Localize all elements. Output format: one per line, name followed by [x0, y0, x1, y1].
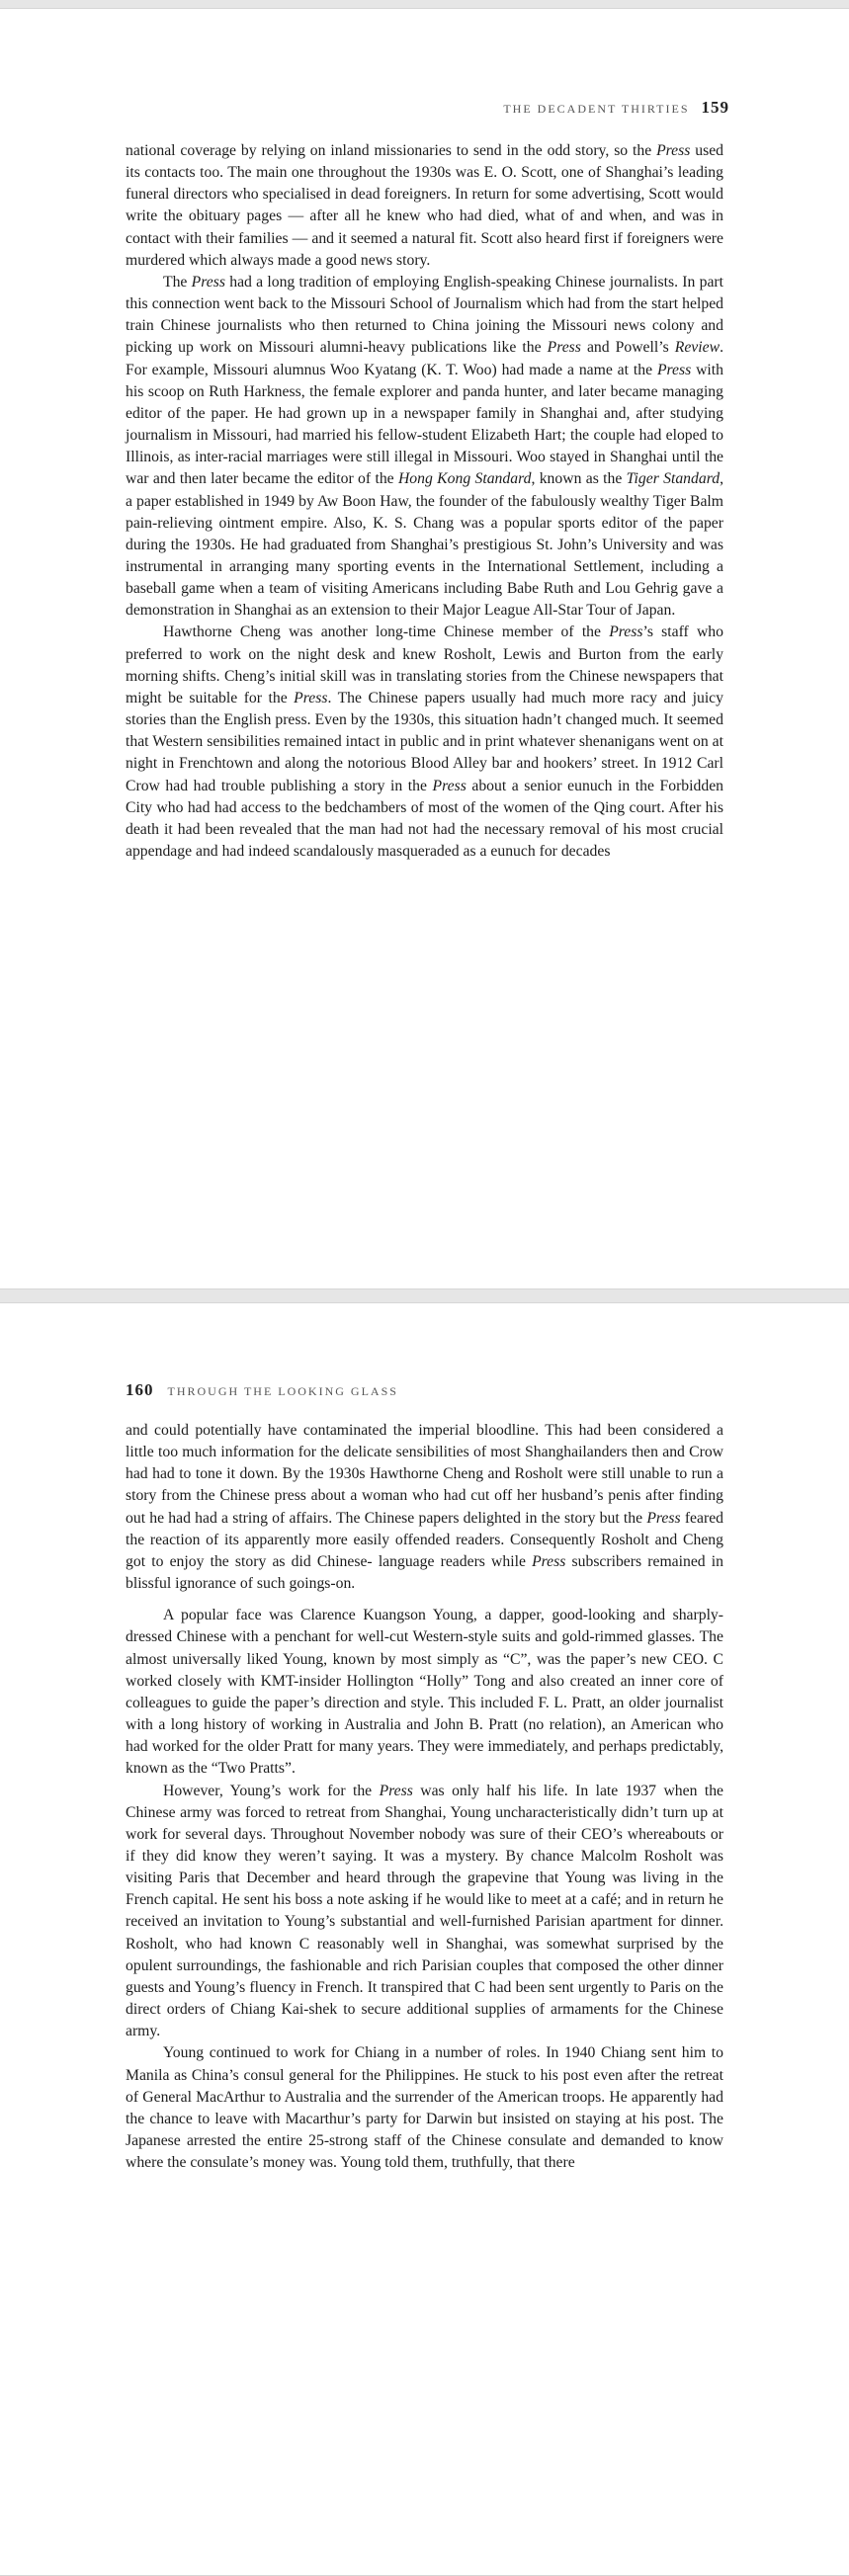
text-run: . For example, Missouri alumnus Woo Kyatang (K. T. Woo) had made a name at the	[126, 339, 723, 378]
paragraph	[126, 1781, 723, 2043]
page-160	[0, 1302, 849, 2576]
paragraph	[126, 1420, 723, 1595]
text-run: Young continued to work for Chiang in a number of roles. In 1940 Chiang sent him to Manila as China’s consul general for the Philippines. He stuck to his post even after the retreat of General MacArthur to Australia and the surrender of the American troops. He apparently had the chance to leave with Macarthur’s party for Darwin but insisted on staying at his post. The Japanese arrested the entire 25-strong staff of the Chinese consulate and demanded to know where the consulate’s money was. Young told them, truthfully, that there	[126, 2044, 723, 2172]
italic-run: Press	[547, 339, 581, 357]
italic-run: Review	[674, 339, 721, 357]
text-run: However, Young’s work for the	[163, 1782, 380, 1799]
text-run: had a long tradition of employing English-speaking Chinese journalists. In part this connection went back to the Missouri School of Journalism which had from the start helped train Chinese journalists who then returned to China joining the Missouri news colony and picking up work on Missouri alumni-heavy publications like the	[126, 273, 724, 357]
text-run: with his scoop on Ruth Harkness, the female explorer and panda hunter, and later became managing editor of the paper. He had grown up in a newspaper family in Shanghai and, after studying journalism in Missouri, had married his fellow-student Elizabeth Hart; the couple had eloped to Illinois, as inter-racial marriages were still illegal in Missouri. Woo stayed in Shanghai until the war and then later became the editor of the	[126, 361, 723, 488]
running-title: THE DECADENT THIRTIES	[503, 102, 690, 116]
italic-run: Press	[294, 689, 328, 706]
running-head	[126, 1380, 398, 1400]
italic-run: Hong Kong Standard	[397, 470, 532, 488]
italic-run: Press	[379, 1782, 413, 1799]
text-run: national coverage by relying on inland missionaries to send in the odd story, so the	[126, 142, 657, 159]
italic-run: Press	[646, 1509, 681, 1527]
text-run: , a paper established in 1949 by Aw Boon Haw, the founder of the fabulously wealthy Tiger Balm pain-relieving ointment empire. Also, K. S. Chang was a popular sports editor of the paper during the 1930s. He had graduated from Shanghai’s prestigious St. John’s University and was instrumental in arranging many sporting events in the International Settlement, including a baseball game when a team of visiting Americans including Babe Ruth and Lou Gehrig gave a demonstration in Shanghai as an extension to their Major League All-Star Tour of Japan.	[126, 470, 724, 620]
text-run: about a senior eunuch in the Forbidden City who had had access to the bedchambers of most of the women of the Qing court. After his death it had been revealed that the man had not had the necessary removal of his most crucial appendage and had indeed scandalously masqueraded as a eunuch for decades	[126, 777, 723, 860]
page-159	[0, 8, 849, 1289]
paragraph	[126, 1605, 723, 1780]
italic-run: Tiger Standard	[626, 470, 721, 488]
text-run: feared the reaction of its apparently more easily offended readers. Consequently Rosholt and Cheng got to enjoy the story as did Chinese- language readers while	[126, 1509, 723, 1570]
italic-run: Press	[609, 623, 643, 641]
italic-run: Press	[656, 142, 691, 159]
italic-run: Press	[656, 361, 692, 378]
text-run: . The Chinese papers usually had much more racy and juicy stories than the English press. Even by the 1930s, this situation hadn’t changed much. It seemed that Western sensibilities remained intact in public and in print whatever shenanigans went on at night in Frenchtown and along the notorious Blood Alley bar and hookers’ street. In 1912 Carl Crow had had trouble publishing a story in the	[126, 689, 723, 794]
page-number: 160	[126, 1380, 154, 1399]
body-text	[126, 1420, 723, 2174]
text-run: Hawthorne Cheng was another long-time Chinese member of the	[163, 623, 610, 641]
text-run: A popular face was Clarence Kuangson Young, a dapper, good-looking and sharply-dressed Chinese with a penchant for well-cut Western-style suits and gold-rimmed glasses. The almost universally liked Young, known by most simply as “C”, was the paper’s new CEO. C worked closely with KMT-insider Hollington “Holly” Tong and also created an inner core of colleagues to guide the paper’s direction and style. This included F. L. Pratt, an older journalist with a long history of working in Australia and John B. Pratt (no relation), an American who had worked for the older Pratt for many years. They were immediately, and perhaps predictably, known as the “Two Pratts”.	[126, 1607, 723, 1778]
italic-run: Press	[432, 777, 467, 794]
paragraph	[126, 2042, 723, 2174]
paragraph	[126, 272, 723, 623]
text-run: and Powell’s	[580, 339, 675, 357]
italic-run: Press	[191, 273, 225, 291]
text-run: subscribers remained in blissful ignorance of such goings-on.	[126, 1552, 723, 1593]
text-run: ’s staff who preferred to work on the night desk and knew Rosholt, Lewis and Burton from the early morning shifts. Cheng’s initial skill was in translating stories from the Chinese newspapers that might be suitable for the	[126, 623, 723, 706]
text-run: used its contacts too. The main one throughout the 1930s was E. O. Scott, one of Shanghai’s leading funeral directors who specialised in dead foreigners. In return for some advertising, Scott would write the obituary pages — after all he knew who had died, what of and when, and was in contact with their families — and it seemed a natural fit. Scott also heard first if foreigners were murdered which always made a good news story.	[126, 142, 723, 269]
italic-run: Press	[532, 1552, 566, 1570]
text-run: The	[163, 273, 192, 291]
body-text	[126, 140, 723, 863]
text-run: was only half his life. In late 1937 when the Chinese army was forced to retreat from Shanghai, Young uncharacteristically didn’t turn up at work for several days. Throughout November nobody was sure of their CEO’s whereabouts or if they did know they weren’t saying. It was a mystery. By chance Malcolm Rosholt was visiting Paris that December and heard through the grapevine that Young was living in the French capital. He sent his boss a note asking if he would like to meet at a café; and in return he received an invitation to Young’s substantial and well-furnished Parisian apartment for dinner. Rosholt, who had known C reasonably well in Shanghai, was somewhat surprised by the opulent surroundings, the fashionable and rich Parisian couples that composed the other dinner guests and Young’s fluency in French. It transpired that C had been sent urgently to Paris on the direct orders of Chiang Kai-shek to secure additional supplies of armaments for the Chinese army.	[126, 1782, 723, 2040]
text-run: , known as the	[531, 470, 627, 488]
running-head	[503, 98, 729, 118]
text-run: and could potentially have contaminated the imperial bloodline. This had been considered a little too much information for the delicate sensibilities of most Shanghailanders then and Crow had had to tone it down. By the 1930s Hawthorne Cheng and Rosholt were still unable to run a story from the Chinese press about a woman who had cut off her husband’s penis after finding out he had had a string of affairs. The Chinese papers delighted in the story but the	[126, 1422, 723, 1527]
paragraph	[126, 622, 723, 863]
running-title: THROUGH THE LOOKING GLASS	[167, 1384, 398, 1398]
page-number: 159	[701, 98, 729, 117]
paragraph	[126, 140, 723, 272]
